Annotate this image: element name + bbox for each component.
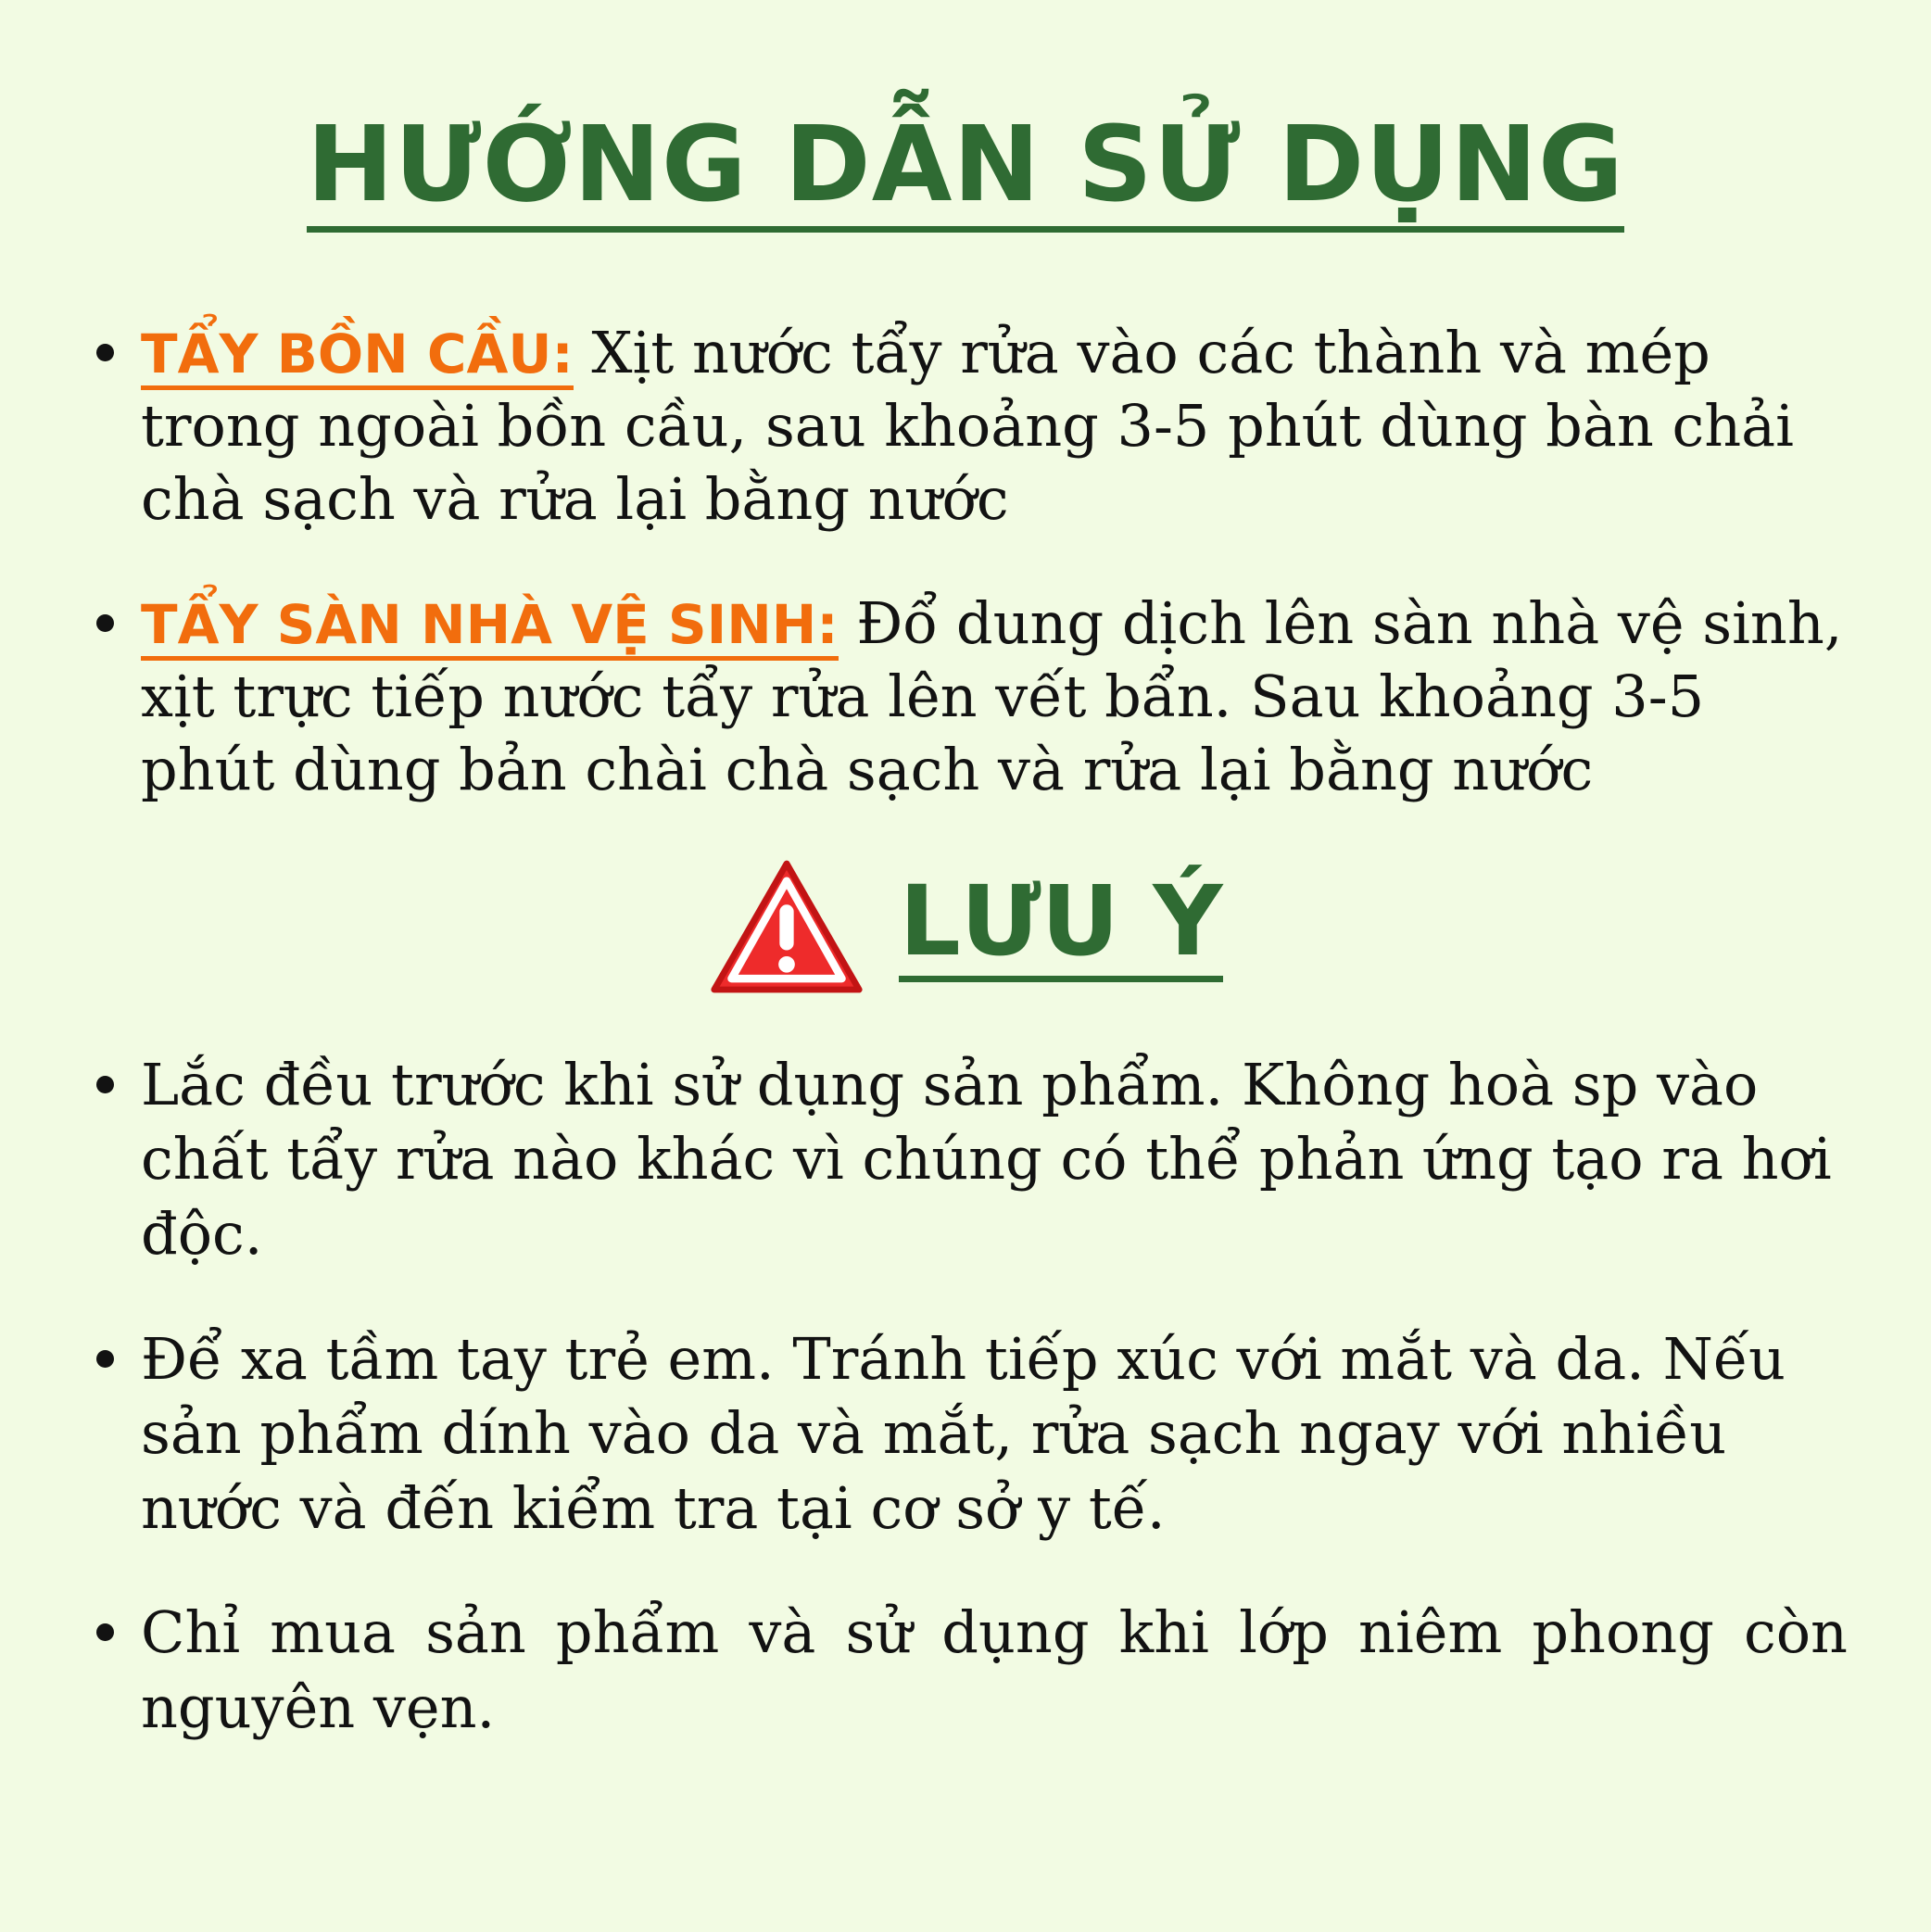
list-item [83,1048,1848,1272]
usage-item-lead: TẨY SÀN NHÀ VỆ SINH: [141,593,839,661]
list-item [83,587,1848,807]
bullet-dot-icon [96,614,114,632]
page-title-wrapper [83,105,1848,233]
usage-item-lead: TẨY BỒN CẦU: [141,322,574,390]
bullet-dot-icon [96,1350,114,1368]
page-title: HƯỚNG DẪN SỬ DỤNG [307,111,1624,233]
warning-item-text: Lắc đều trước khi sử dụng sản phẩm. Không hoà sp vào chất tẩy rửa nào khác vì chúng có thể phản ứng tạo ra hơi độc. [141,1050,1832,1268]
warning-item-text: Để xa tầm tay trẻ em. Tránh tiếp xúc với mắt và da. Nếu sản phẩm dính vào da và mắt, rửa sạch ngay với nhiều nước và đến kiểm tra tại cơ sở y tế. [141,1324,1786,1542]
warning-list [83,1048,1848,1746]
warning-heading-row [83,857,1848,996]
bullet-dot-icon [96,1076,114,1093]
bullet-dot-icon [96,1623,114,1641]
usage-item-text: Xịt nước tẩy rửa vào các thành và mép trong ngoài bồn cầu, sau khoảng 3-5 phút dùng bàn chải chà sạch và rửa lại bằng nước [141,318,1794,534]
warning-item-text: Chỉ mua sản phẩm và sử dụng khi lớp niêm phong còn nguyên vẹn. [141,1598,1848,1741]
usage-list [83,316,1848,807]
list-item [83,1596,1848,1745]
warning-triangle-icon [708,857,865,996]
warning-title: LƯU Ý [899,871,1222,982]
list-item [83,316,1848,537]
bullet-dot-icon [96,344,114,361]
list-item [83,1322,1848,1547]
usage-item-text: Đổ dung dịch lên sàn nhà vệ sinh, xịt trực tiếp nước tẩy rửa lên vết bẩn. Sau khoảng 3-5 phút dùng bản chài chà sạch và rửa lại bằng nước [141,588,1843,804]
